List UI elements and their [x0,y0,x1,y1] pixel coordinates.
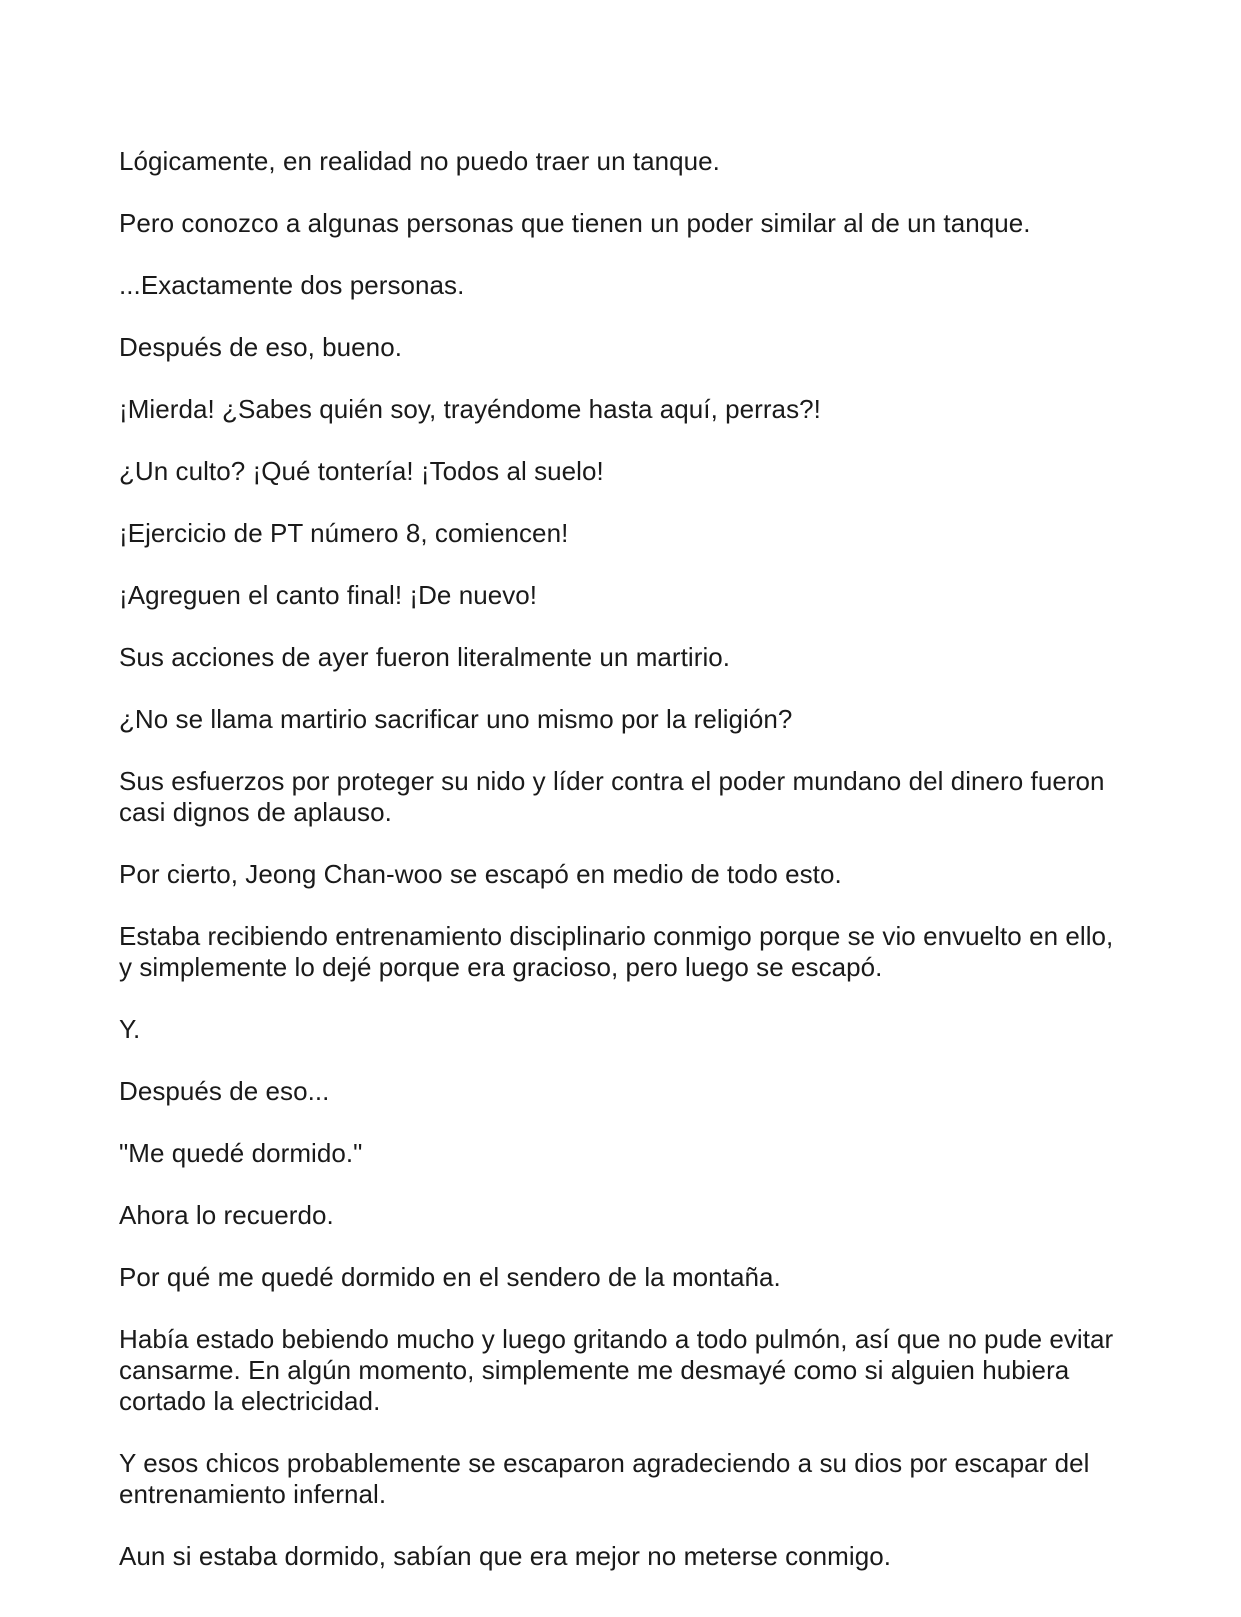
paragraph: ¡Mierda! ¿Sabes quién soy, trayéndome hasta aquí, perras?! [119,394,821,424]
paragraph: Por cierto, Jeong Chan-woo se escapó en medio de todo esto. [119,859,842,889]
paragraph: ¡Ejercicio de PT número 8, comiencen! [119,518,569,548]
paragraph: Ahora lo recuerdo. [119,1200,334,1230]
paragraph: Aun si estaba dormido, sabían que era mejor no meterse conmigo. [119,1541,892,1571]
paragraph: Había estado bebiendo mucho y luego gritando a todo pulmón, así que no pude evitar cansarme. En algún momento, simplemente me desmayé como si alguien hubiera cortado la electricidad. [119,1324,1114,1416]
paragraph: Sus esfuerzos por proteger su nido y líder contra el poder mundano del dinero fueron casi dignos de aplauso. [119,766,1105,827]
paragraph: Estaba recibiendo entrenamiento disciplinario conmigo porque se vio envuelto en ello, y simplemente lo dejé porque era gracioso, pero luego se escapó. [119,921,1114,982]
paragraph: Pero conozco a algunas personas que tienen un poder similar al de un tanque. [119,208,1031,238]
paragraph: ¿No se llama martirio sacrificar uno mismo por la religión? [119,704,793,734]
paragraph: ¡Agreguen el canto final! ¡De nuevo! [119,580,538,610]
paragraph: Lógicamente, en realidad no puedo traer un tanque. [119,146,720,176]
paragraph: Y. [119,1014,141,1044]
paragraph: Por qué me quedé dormido en el sendero de la montaña. [119,1262,781,1292]
paragraph: ¿Un culto? ¡Qué tontería! ¡Todos al suelo! [119,456,604,486]
paragraph: "Me quedé dormido." [119,1138,363,1168]
paragraph: Después de eso, bueno. [119,332,402,362]
document-body [119,146,1129,1603]
paragraph: Y esos chicos probablemente se escaparon agradeciendo a su dios por escapar del entrenamiento infernal. [119,1448,1090,1509]
paragraph: Sus acciones de ayer fueron literalmente un martirio. [119,642,731,672]
paragraph: Después de eso... [119,1076,330,1106]
paragraph: ...Exactamente dos personas. [119,270,465,300]
